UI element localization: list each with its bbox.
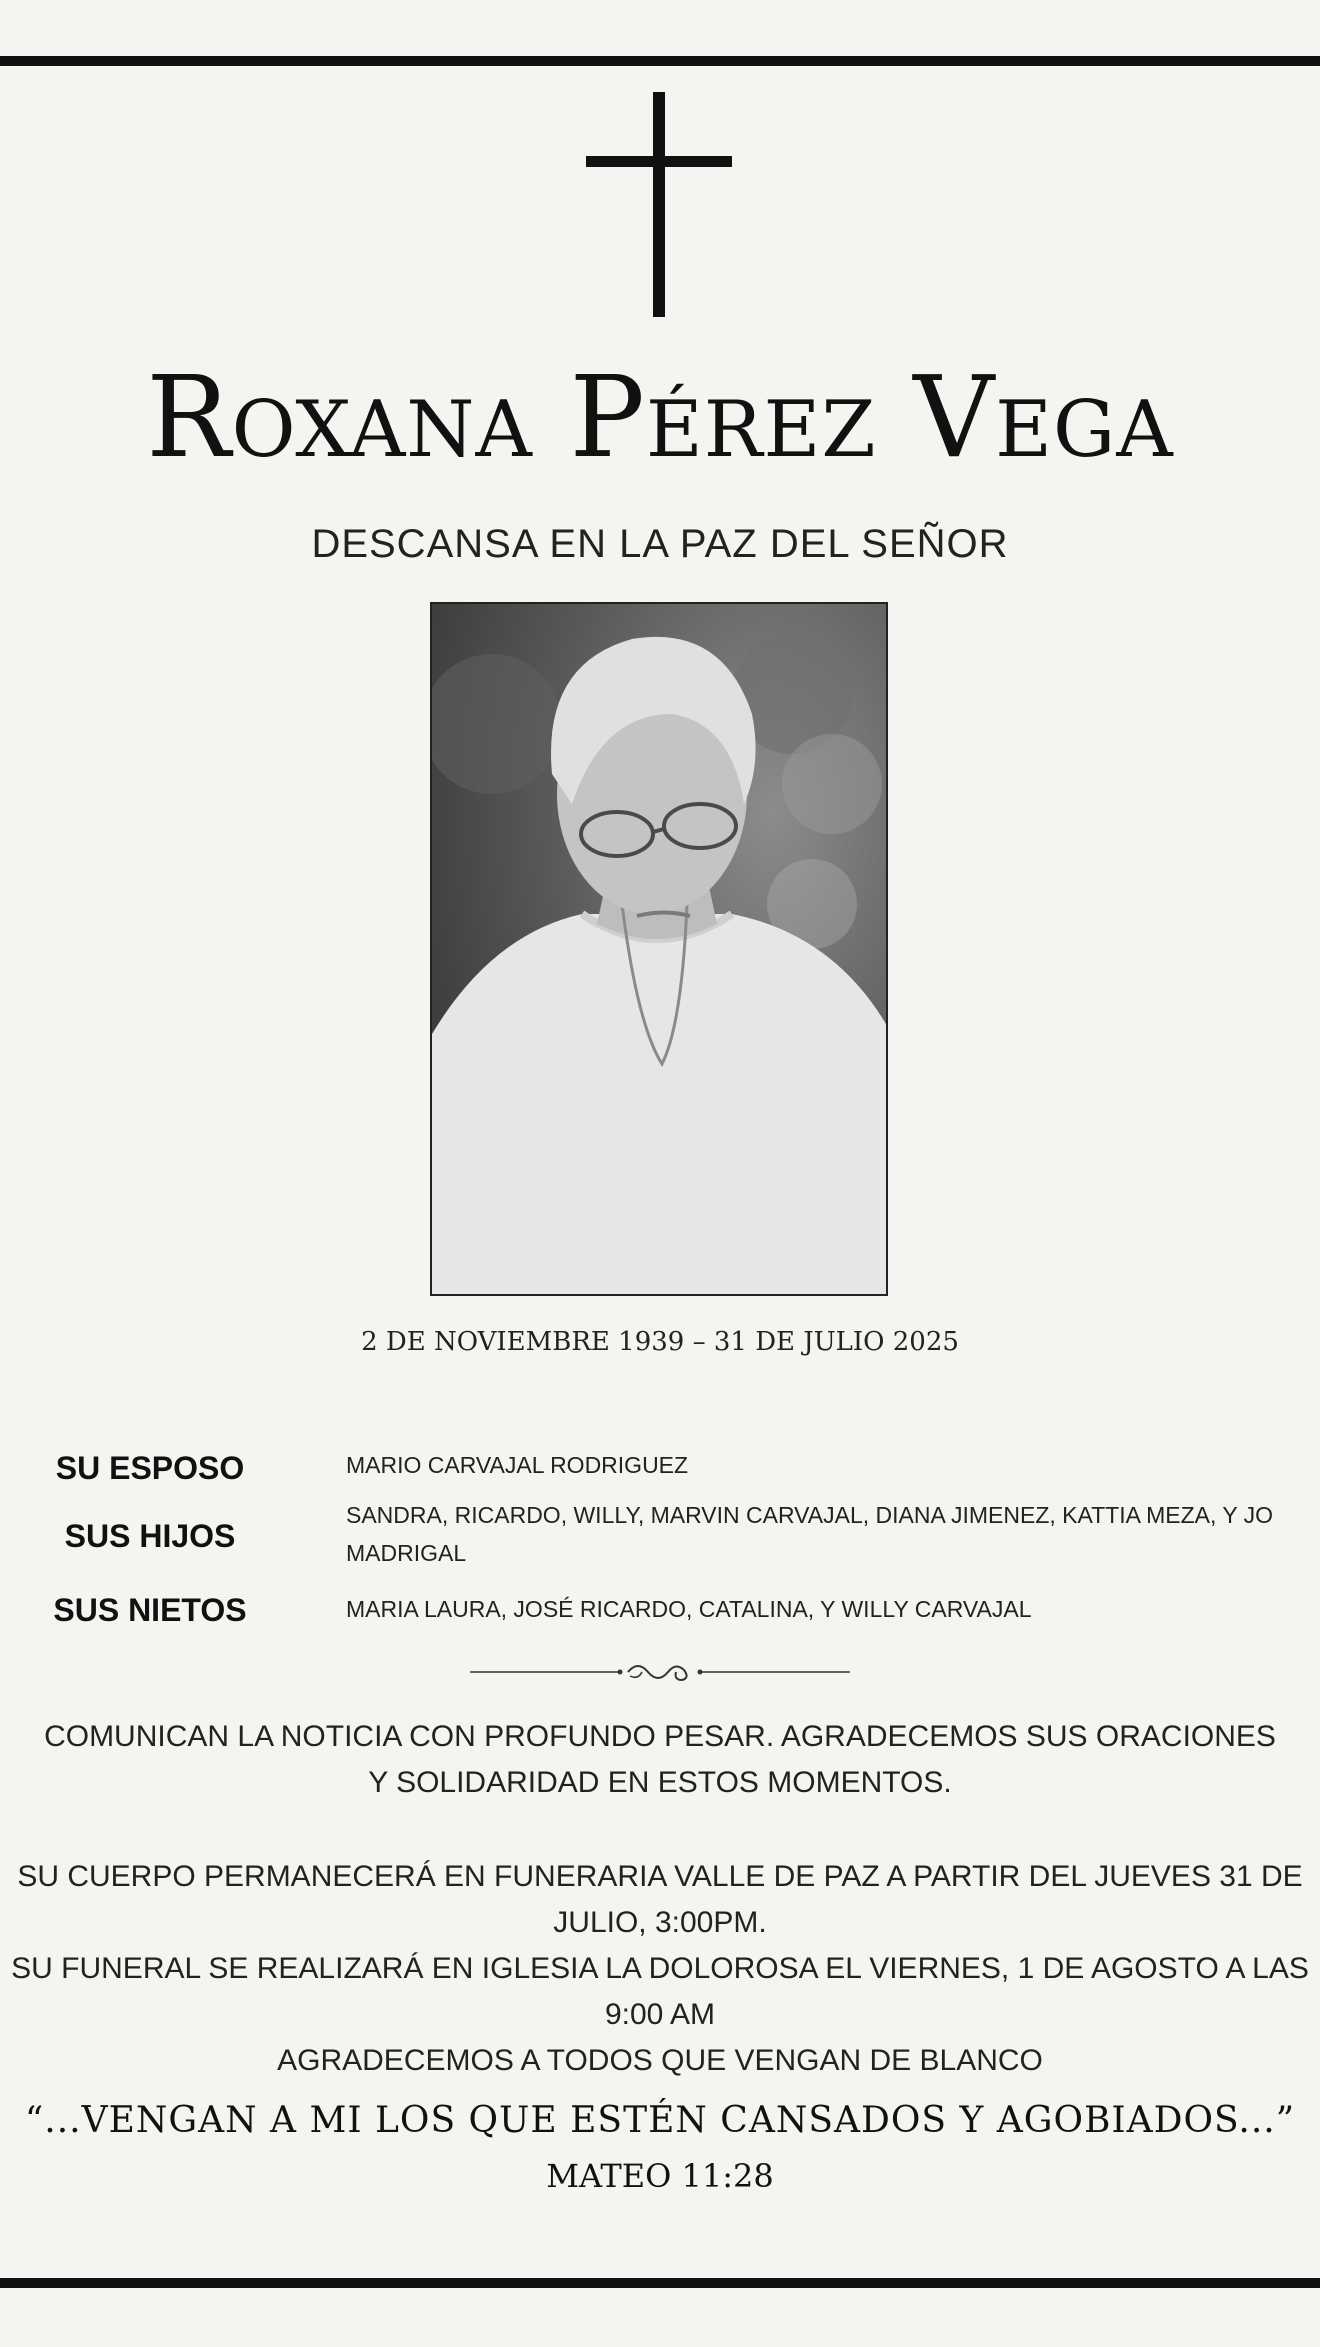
announcement-text	[0, 1714, 1320, 1806]
life-dates: 2 DE NOVIEMBRE 1939 – 31 DE JULIO 2025	[361, 1327, 959, 1357]
family-value-line: MARIA LAURA, JOSÉ RICARDO, CATALINA, Y WILLY CARVAJAL	[346, 1596, 1032, 1622]
family-value-line: MADRIGAL	[346, 1540, 467, 1566]
cross-icon	[586, 92, 732, 317]
subtitle: DESCANSA EN LA PAZ DEL SEÑOR	[311, 522, 1009, 566]
announcement-line: Y SOLIDARIDAD EN ESTOS MOMENTOS.	[368, 1766, 952, 1799]
flourish-divider-icon	[470, 1656, 850, 1686]
family-label-esposo: SU ESPOSO	[55, 1450, 245, 1486]
portrait-photo	[430, 602, 888, 1296]
services-line: JULIO, 3:00PM.	[553, 1906, 767, 1939]
services-line: 9:00 AM	[604, 1998, 716, 2031]
services-line: SU FUNERAL SE REALIZARÁ EN IGLESIA LA DOLOROSA EL VIERNES, 1 DE AGOSTO A LAS	[11, 1952, 1309, 1985]
announcement-line: COMUNICAN LA NOTICIA CON PROFUNDO PESAR. AGRADECEMOS SUS ORACIONES	[44, 1720, 1276, 1753]
family-value-line: MARIO CARVAJAL RODRIGUEZ	[346, 1452, 689, 1478]
deceased-name: Roxana Pérez Vega	[146, 353, 1174, 483]
family-value-esposo	[346, 1446, 1320, 1484]
bible-citation: MATEO 11:28	[546, 2157, 774, 2195]
family-label-nietos: SUS NIETOS	[53, 1592, 247, 1628]
family-value-line: SANDRA, RICARDO, WILLY, MARVIN CARVAJAL, DIANA JIMENEZ, KATTIA MEZA, Y JO	[346, 1502, 1274, 1528]
services-line: AGRADECEMOS A TODOS QUE VENGAN DE BLANCO	[277, 2044, 1043, 2077]
bible-quote: “...VENGAN A MI LOS QUE ESTÉN CANSADOS Y AGOBIADOS...”	[24, 2100, 1296, 2141]
family-value-hijos	[346, 1496, 1320, 1572]
services-line: SU CUERPO PERMANECERÁ EN FUNERARIA VALLE DE PAZ A PARTIR DEL JUEVES 31 DE	[17, 1860, 1303, 1893]
services-text	[0, 1854, 1320, 2084]
bottom-rule	[0, 2278, 1320, 2288]
family-value-nietos	[346, 1590, 1320, 1628]
top-rule	[0, 56, 1320, 66]
family-label-hijos: SUS HIJOS	[64, 1518, 236, 1554]
portrait-illustration	[432, 604, 886, 1294]
